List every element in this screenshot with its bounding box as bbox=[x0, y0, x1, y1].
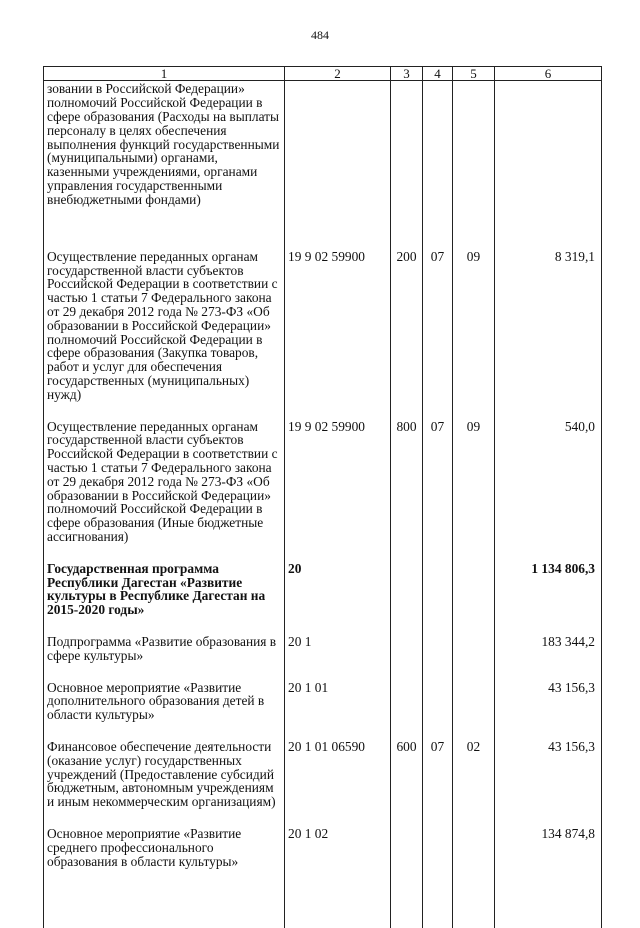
row-col-4 bbox=[423, 617, 453, 663]
row-code bbox=[285, 81, 391, 232]
row-col-3 bbox=[391, 617, 423, 663]
row-name: зовании в Российской Федерации» полномочий Российской Федерации в сфере образования (Расходы на выплаты персоналу в целях обеспечения выполнения функций государственными (муниципальными) органами, казенными учреждениями, органами управления государственными внебюджетными фондами) bbox=[44, 81, 285, 232]
header-col-4: 4 bbox=[423, 67, 453, 81]
row-col-4: 07 bbox=[423, 232, 453, 402]
row-name: Подпрограмма «Развитие образования в сфере культуры» bbox=[44, 617, 285, 663]
header-col-3: 3 bbox=[391, 67, 423, 81]
row-code: 20 1 bbox=[285, 617, 391, 663]
row-col-3: 200 bbox=[391, 232, 423, 402]
row-col-5: 02 bbox=[453, 722, 495, 809]
row-col-5 bbox=[453, 544, 495, 617]
budget-table bbox=[43, 66, 602, 928]
table-row bbox=[44, 809, 602, 928]
table-row bbox=[44, 81, 602, 232]
row-name: Государственная программа Республики Дагестан «Развитие культуры в Республике Дагестан на 2015-2020 годы» bbox=[44, 544, 285, 617]
table-row bbox=[44, 232, 602, 402]
row-amount: 134 874,8 bbox=[495, 809, 602, 928]
row-col-3: 800 bbox=[391, 402, 423, 544]
row-name: Осуществление переданных органам государственной власти субъектов Российской Федерации в соответствии с частью 1 статьи 7 Федерального закона от 29 декабря 2012 года № 273-ФЗ «Об образовании в Российской Федерации» полномочий Российской Федерации в сфере образования (Иные бюджетные ассигнования) bbox=[44, 402, 285, 544]
row-col-4: 07 bbox=[423, 722, 453, 809]
table-row bbox=[44, 617, 602, 663]
row-amount: 183 344,2 bbox=[495, 617, 602, 663]
row-amount: 1 134 806,3 bbox=[495, 544, 602, 617]
row-col-4: 07 bbox=[423, 402, 453, 544]
row-col-3 bbox=[391, 663, 423, 722]
row-code: 20 bbox=[285, 544, 391, 617]
row-code: 20 1 01 bbox=[285, 663, 391, 722]
header-col-1: 1 bbox=[44, 67, 285, 81]
row-amount: 43 156,3 bbox=[495, 722, 602, 809]
row-col-5 bbox=[453, 81, 495, 232]
row-code: 19 9 02 59900 bbox=[285, 232, 391, 402]
table-row bbox=[44, 722, 602, 809]
row-col-3: 600 bbox=[391, 722, 423, 809]
header-col-5: 5 bbox=[453, 67, 495, 81]
row-col-3 bbox=[391, 809, 423, 928]
row-name: Основное мероприятие «Развитие среднего профессионального образования в области культуры» bbox=[44, 809, 285, 928]
row-name: Финансовое обеспечение деятельности (оказание услуг) государственных учреждений (Предоставление субсидий бюджетным, автономным учреждениям и иным некоммерческим организациям) bbox=[44, 722, 285, 809]
row-code: 20 1 01 06590 bbox=[285, 722, 391, 809]
header-col-6: 6 bbox=[495, 67, 602, 81]
header-col-2: 2 bbox=[285, 67, 391, 81]
row-col-5 bbox=[453, 663, 495, 722]
row-name: Осуществление переданных органам государственной власти субъектов Российской Федерации в соответствии с частью 1 статьи 7 Федерального закона от 29 декабря 2012 года № 273-ФЗ «Об образовании в Российской Федерации» полномочий Российской Федерации в сфере образования (Закупка товаров, работ и услуг для обеспечения государственных (муниципальных) нужд) bbox=[44, 232, 285, 402]
row-col-4 bbox=[423, 544, 453, 617]
page-number: 484 bbox=[311, 28, 329, 42]
row-code: 20 1 02 bbox=[285, 809, 391, 928]
row-amount: 43 156,3 bbox=[495, 663, 602, 722]
row-col-4 bbox=[423, 809, 453, 928]
row-amount: 8 319,1 bbox=[495, 232, 602, 402]
row-col-5 bbox=[453, 809, 495, 928]
row-code: 19 9 02 59900 bbox=[285, 402, 391, 544]
row-col-4 bbox=[423, 81, 453, 232]
table-row bbox=[44, 663, 602, 722]
row-amount bbox=[495, 81, 602, 232]
table-row bbox=[44, 402, 602, 544]
row-col-5 bbox=[453, 617, 495, 663]
row-col-5: 09 bbox=[453, 232, 495, 402]
table-header bbox=[44, 67, 602, 81]
row-col-3 bbox=[391, 544, 423, 617]
row-col-5: 09 bbox=[453, 402, 495, 544]
table-row bbox=[44, 544, 602, 617]
row-amount: 540,0 bbox=[495, 402, 602, 544]
row-name: Основное мероприятие «Развитие дополнительного образования детей в области культуры» bbox=[44, 663, 285, 722]
row-col-4 bbox=[423, 663, 453, 722]
row-col-3 bbox=[391, 81, 423, 232]
